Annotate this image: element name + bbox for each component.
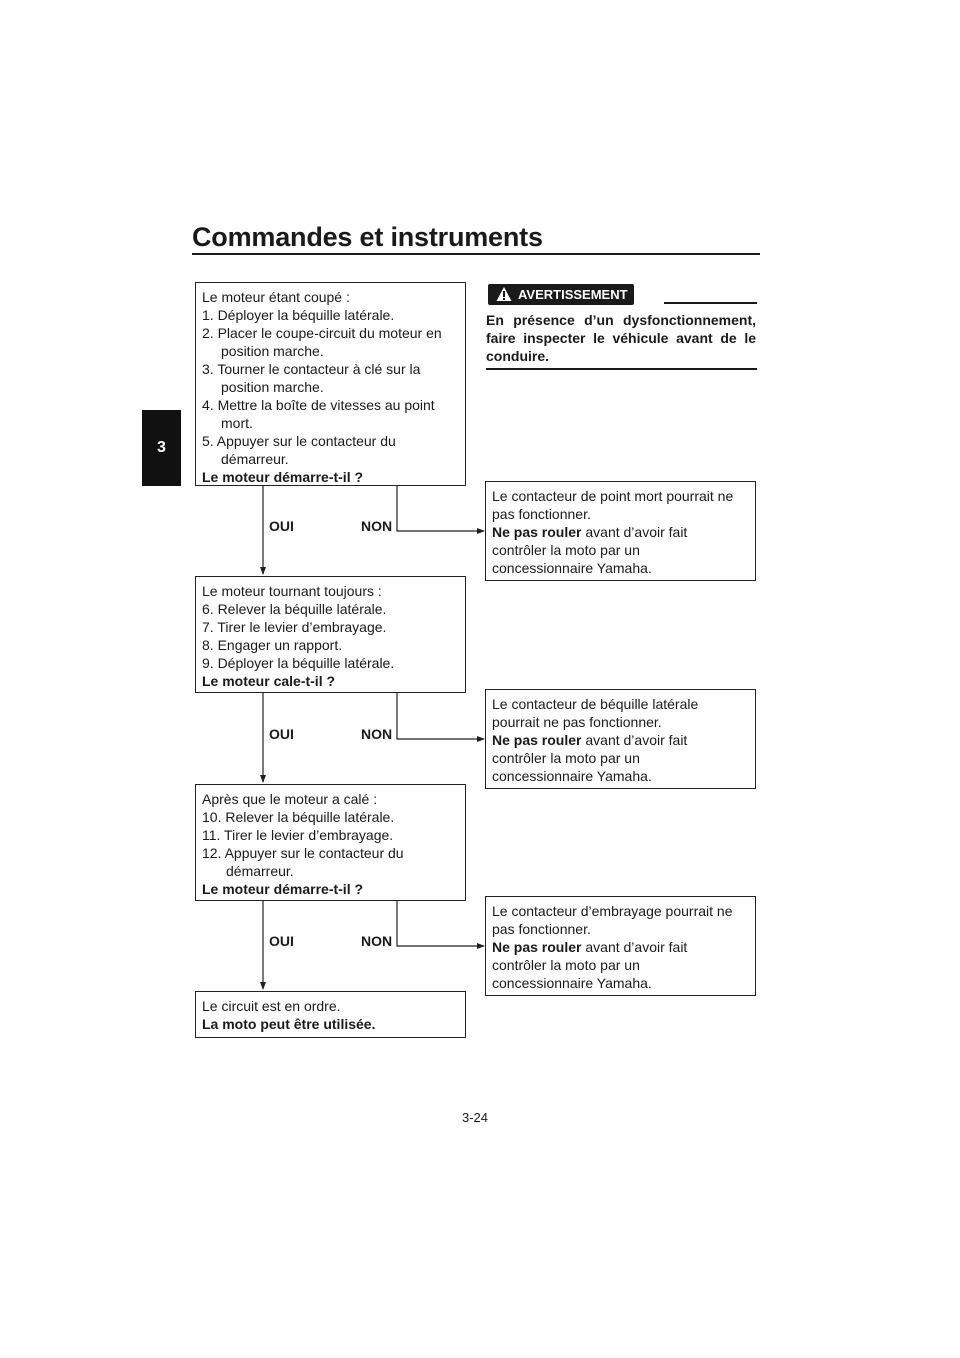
step-item: 9. Déployer la béquille latérale.: [202, 655, 395, 671]
step-item: 4. Mettre la boîte de vitesses au point: [202, 397, 435, 413]
failure-text: avant d’avoir fait: [581, 732, 688, 748]
step-item: 12. Appuyer sur le contacteur du: [202, 845, 404, 861]
failure-text: Le contacteur de béquille latérale: [492, 696, 699, 712]
step-question: Le moteur démarre-t-il ?: [202, 469, 364, 485]
failure-text: Le contacteur d’embrayage pourrait ne: [492, 903, 733, 919]
final-conclusion: La moto peut être utilisée.: [202, 1016, 376, 1032]
step-intro: Le moteur étant coupé :: [202, 289, 350, 305]
step-item-cont: position marche.: [221, 379, 324, 395]
no-arrow-3: [397, 901, 484, 946]
step-item-cont: démarreur.: [221, 451, 289, 467]
failure-warning: Ne pas rouler: [492, 732, 582, 748]
step-item: 1. Déployer la béquille latérale.: [202, 307, 395, 323]
yes-label: OUI: [269, 933, 294, 949]
step-item: 3. Tourner le contacteur à clé sur la: [202, 361, 421, 377]
step-item: 2. Placer le coupe-circuit du moteur en: [202, 325, 442, 341]
failure-text: pas fonctionner.: [492, 921, 591, 937]
no-label: NON: [361, 933, 393, 949]
page-number: 3-24: [462, 1110, 489, 1125]
step-item: 6. Relever la béquille latérale.: [202, 601, 387, 617]
failure-text: contrôler la moto par un: [492, 542, 640, 558]
chapter-tab: 3: [142, 410, 181, 486]
no-label: NON: [361, 518, 393, 534]
step-item: 8. Engager un rapport.: [202, 637, 343, 653]
step-item: 10. Relever la béquille latérale.: [202, 809, 395, 825]
step-intro: Le moteur tournant toujours :: [202, 583, 382, 599]
failure-text: contrôler la moto par un: [492, 750, 640, 766]
failure-text: concessionnaire Yamaha.: [492, 560, 652, 576]
warning-text: En présence d’un dysfonctionnement, faire inspecter le véhicule avant de le conduire.: [486, 312, 756, 364]
failure-text: contrôler la moto par un: [492, 957, 640, 973]
no-label: NON: [361, 726, 393, 742]
step-item-cont: mort.: [221, 415, 253, 431]
failure-warning: Ne pas rouler: [492, 939, 582, 955]
yes-label: OUI: [269, 518, 294, 534]
failure-warning: Ne pas rouler: [492, 524, 582, 540]
failure-text: pourrait ne pas fonctionner.: [492, 714, 662, 730]
failure-text: avant d’avoir fait: [581, 524, 688, 540]
step-item: 11. Tirer le levier d’embrayage.: [202, 827, 394, 843]
no-arrow-2: [397, 693, 484, 739]
page-title: Commandes et instruments: [192, 222, 543, 252]
step-question: Le moteur cale-t-il ?: [202, 673, 336, 689]
final-text: Le circuit est en ordre.: [202, 998, 341, 1014]
step-intro: Après que le moteur a calé :: [202, 791, 378, 807]
step-item: 5. Appuyer sur le contacteur du: [202, 433, 396, 449]
yes-label: OUI: [269, 726, 294, 742]
step-question: Le moteur démarre-t-il ?: [202, 881, 364, 897]
no-arrow-1: [397, 486, 484, 531]
failure-text: pas fonctionner.: [492, 506, 591, 522]
step-item-cont: démarreur.: [226, 863, 294, 879]
failure-text: Le contacteur de point mort pourrait ne: [492, 488, 734, 504]
failure-text: concessionnaire Yamaha.: [492, 975, 652, 991]
step-item: 7. Tirer le levier d’embrayage.: [202, 619, 387, 635]
step-item-cont: position marche.: [221, 343, 324, 359]
warning-label: AVERTISSEMENT: [518, 287, 628, 302]
failure-text: avant d’avoir fait: [581, 939, 688, 955]
failure-text: concessionnaire Yamaha.: [492, 768, 652, 784]
